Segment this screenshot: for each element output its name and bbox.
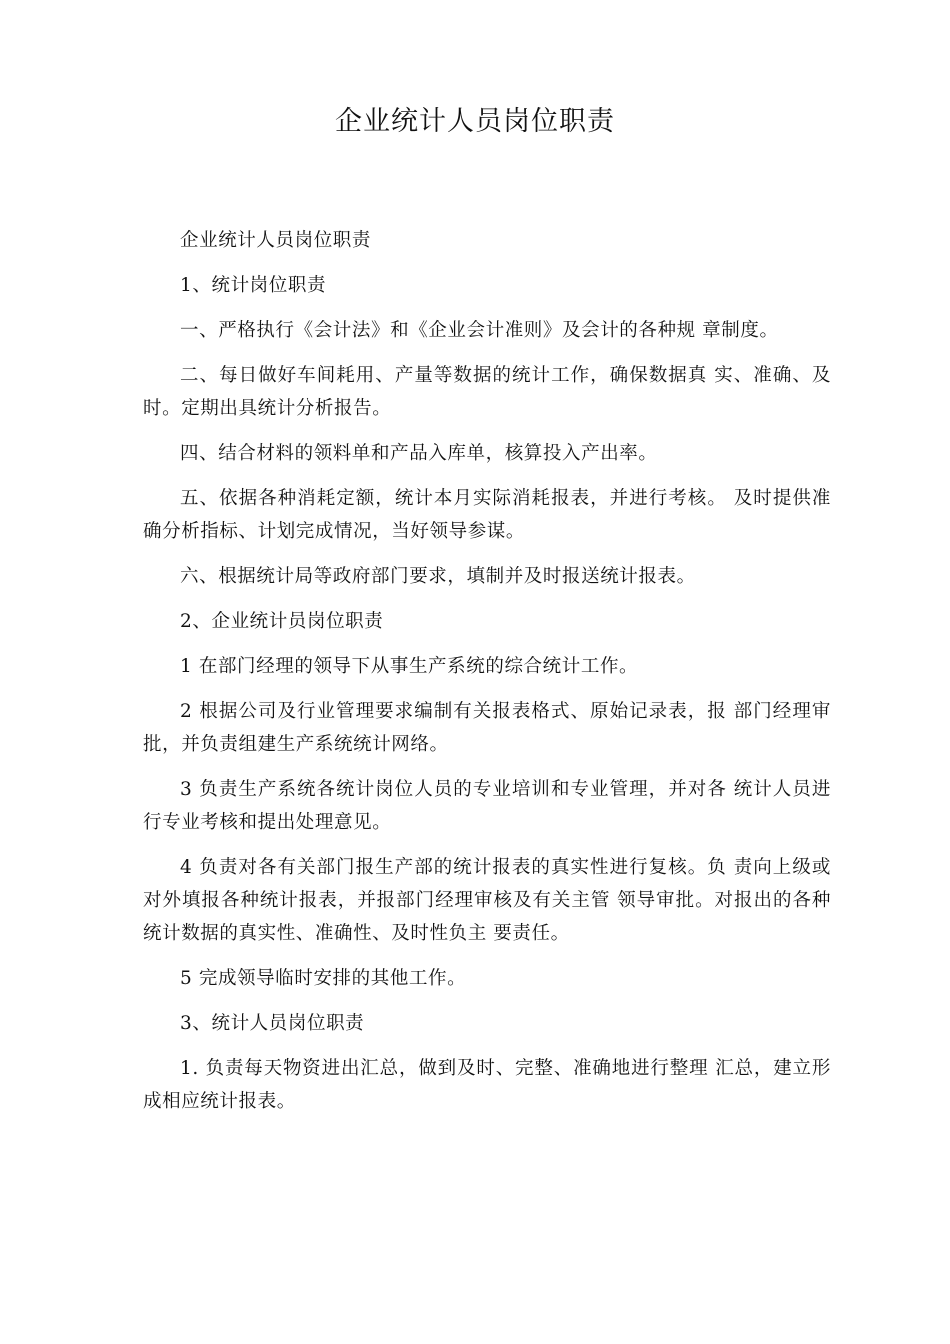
paragraph: 1 在部门经理的领导下从事生产系统的综合统计工作。 [180,656,639,677]
section-heading-2: 2、企业统计员岗位职责 [180,611,384,632]
paragraph: 3 负责生产系统各统计岗位人员的专业培训和专业管理，并对各 统计人员进行专业考核和提出处理意见。 [143,779,831,833]
paragraph: 二、每日做好车间耗用、产量等数据的统计工作，确保数据真 实、准确、及时。定期出具统计分析报告。 [143,365,831,419]
paragraph: 四、结合材料的领料单和产品入库单，核算投入产出率。 [180,443,658,464]
paragraph: 2 根据公司及行业管理要求编制有关报表格式、原始记录表，报 部门经理审批，并负责组建生产系统统计网络。 [143,701,831,755]
paragraph: 5 完成领导临时安排的其他工作。 [180,968,467,989]
paragraph: 4 负责对各有关部门报生产部的统计报表的真实性进行复核。负 责向上级或对外填报各种统计报表，并报部门经理审核及有关主管 领导审批。对报出的各种统计数据的真实性、准确性、及时性负主 要责任。 [143,857,831,944]
document-title: 企业统计人员岗位职责 [335,106,615,137]
paragraph: 六、根据统计局等政府部门要求，填制并及时报送统计报表。 [180,566,696,587]
paragraph: 1. 负责每天物资进出汇总，做到及时、完整、准确地进行整理 汇总，建立形成相应统计报表。 [143,1058,831,1112]
paragraph: 五、依据各种消耗定额，统计本月实际消耗报表，并进行考核。 及时提供准确分析指标、计划完成情况，当好领导参谋。 [143,488,831,542]
paragraph-heading: 企业统计人员岗位职责 [180,230,372,251]
paragraph: 一、严格执行《会计法》和《企业会计准则》及会计的各种规 章制度。 [180,320,779,341]
section-heading-1: 1、统计岗位职责 [180,275,327,296]
document-body [143,224,831,1130]
section-heading-3: 3、统计人员岗位职责 [180,1013,365,1034]
